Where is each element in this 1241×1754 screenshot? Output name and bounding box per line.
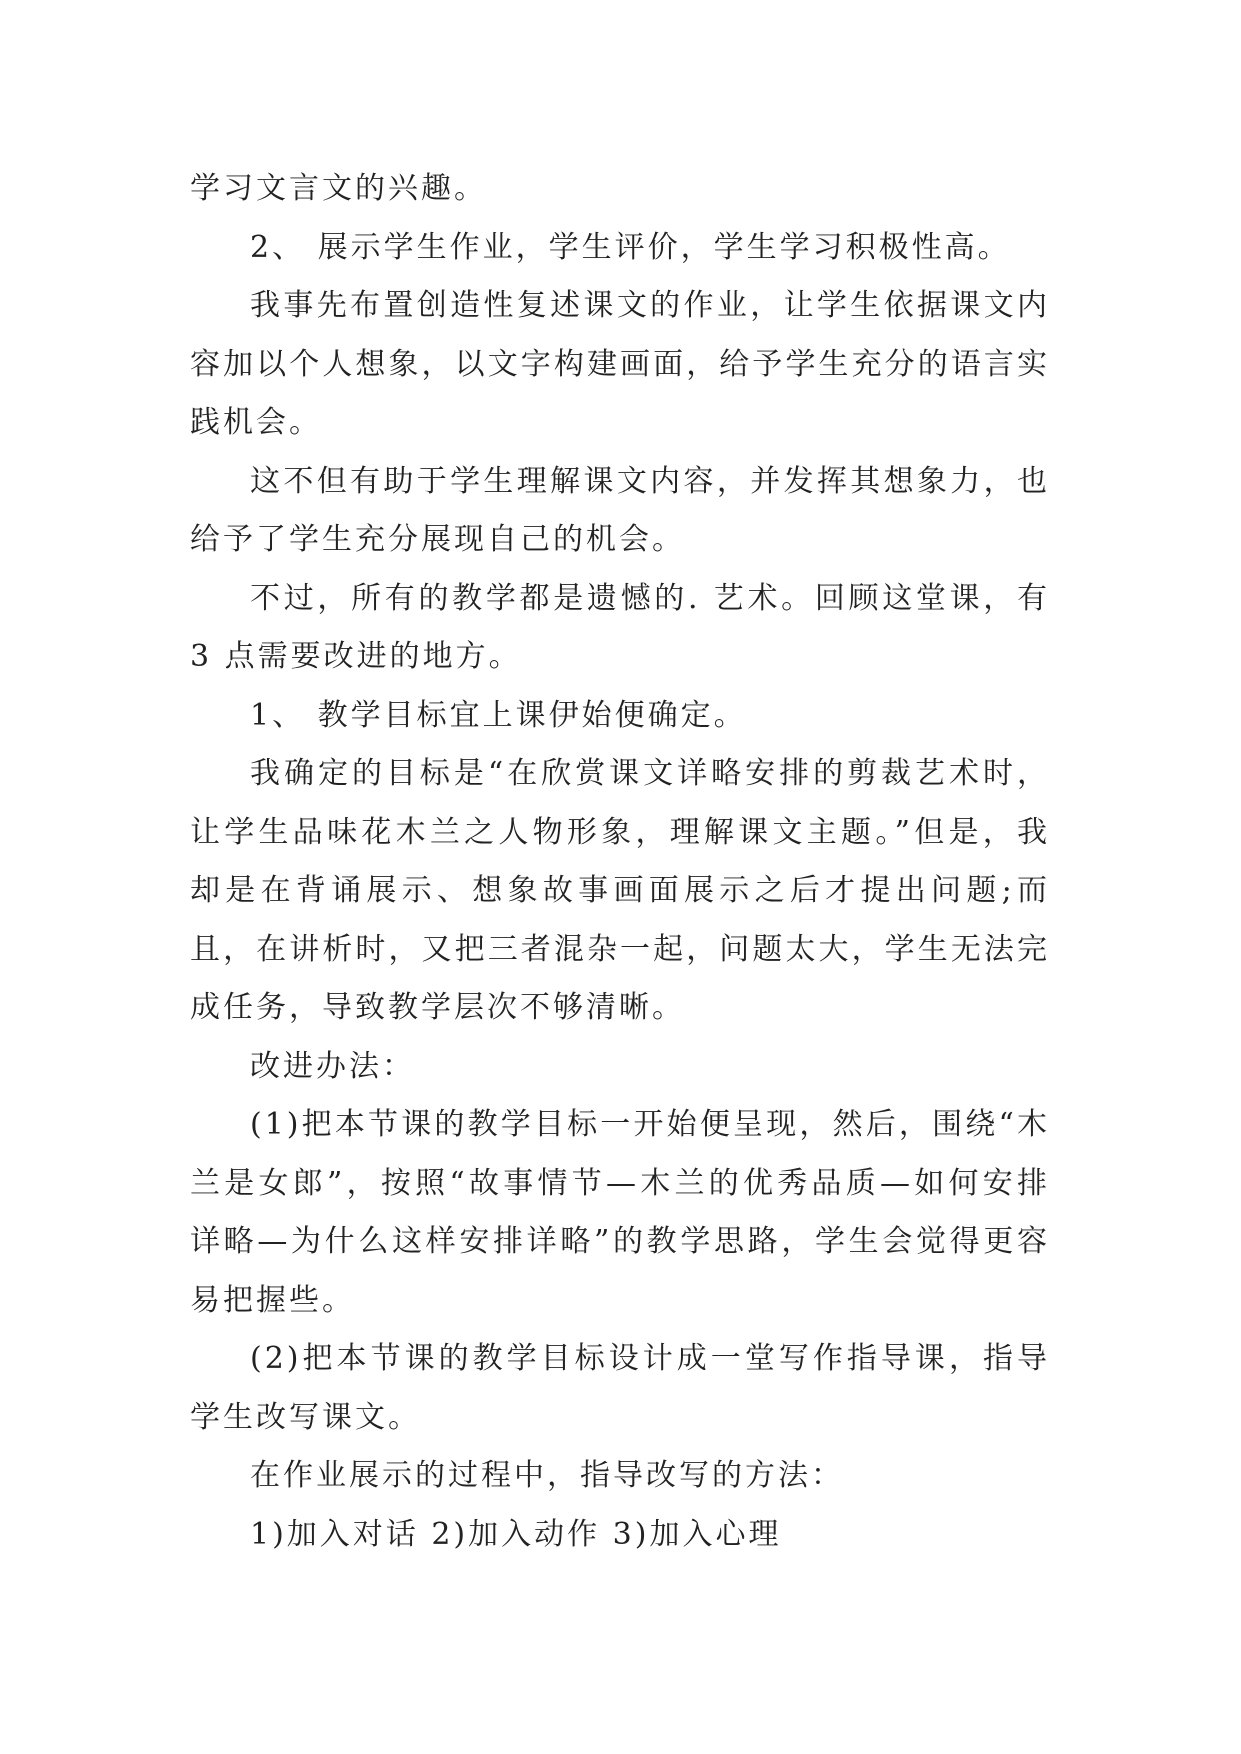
paragraph-improvement-1: 1、 教学目标宜上课伊始便确定。 — [250, 697, 747, 733]
paragraph-assignment: 我事先布置创造性复述课文的作业，让学生依据课文内容加以个人想象，以文字构建画面，给予学生充分的语言实践机会。 — [190, 288, 1050, 440]
paragraph-method-1: (1)把本节课的教学目标一开始便呈现，然后，围绕“木兰是女郎”，按照“故事情节—木兰的优秀品质—如何安排详略—为什么这样安排详略”的教学思路，学生会觉得更容易把握些。 — [190, 1107, 1050, 1318]
paragraph-continuation: 学习文言文的兴趣。 — [190, 171, 487, 206]
paragraph-goal-detail: 我确定的目标是“在欣赏课文详略安排的剪裁艺术时，让学生品味花木兰之人物形象，理解课文主题。”但是，我却是在背诵展示、想象故事画面展示之后才提出问题;而且，在讲析时，又把三者混杂一起，问题太大，学生无法完成任务，导致教学层次不够清晰。 — [190, 756, 1050, 1025]
paragraph-improvement-method: 改进办法： — [250, 1048, 415, 1084]
paragraph-method-2: (2)把本节课的教学目标设计成一堂写作指导课，指导学生改写课文。 — [190, 1341, 1050, 1435]
paragraph-rewrite-list: 1)加入对话 2)加入动作 3)加入心理 — [250, 1516, 782, 1552]
paragraph-rewrite-guidance: 在作业展示的过程中，指导改写的方法： — [250, 1458, 844, 1493]
document-body — [190, 160, 1050, 1564]
paragraph-point-2: 2、 展示学生作业，学生评价，学生学习积极性高。 — [250, 229, 1011, 265]
paragraph-reflection: 不过，所有的教学都是遗憾的. 艺术。回顾这堂课，有 3 点需要改进的地方。 — [190, 580, 1050, 674]
paragraph-benefit: 这不但有助于学生理解课文内容，并发挥其想象力，也给予了学生充分展现自己的机会。 — [190, 463, 1050, 557]
